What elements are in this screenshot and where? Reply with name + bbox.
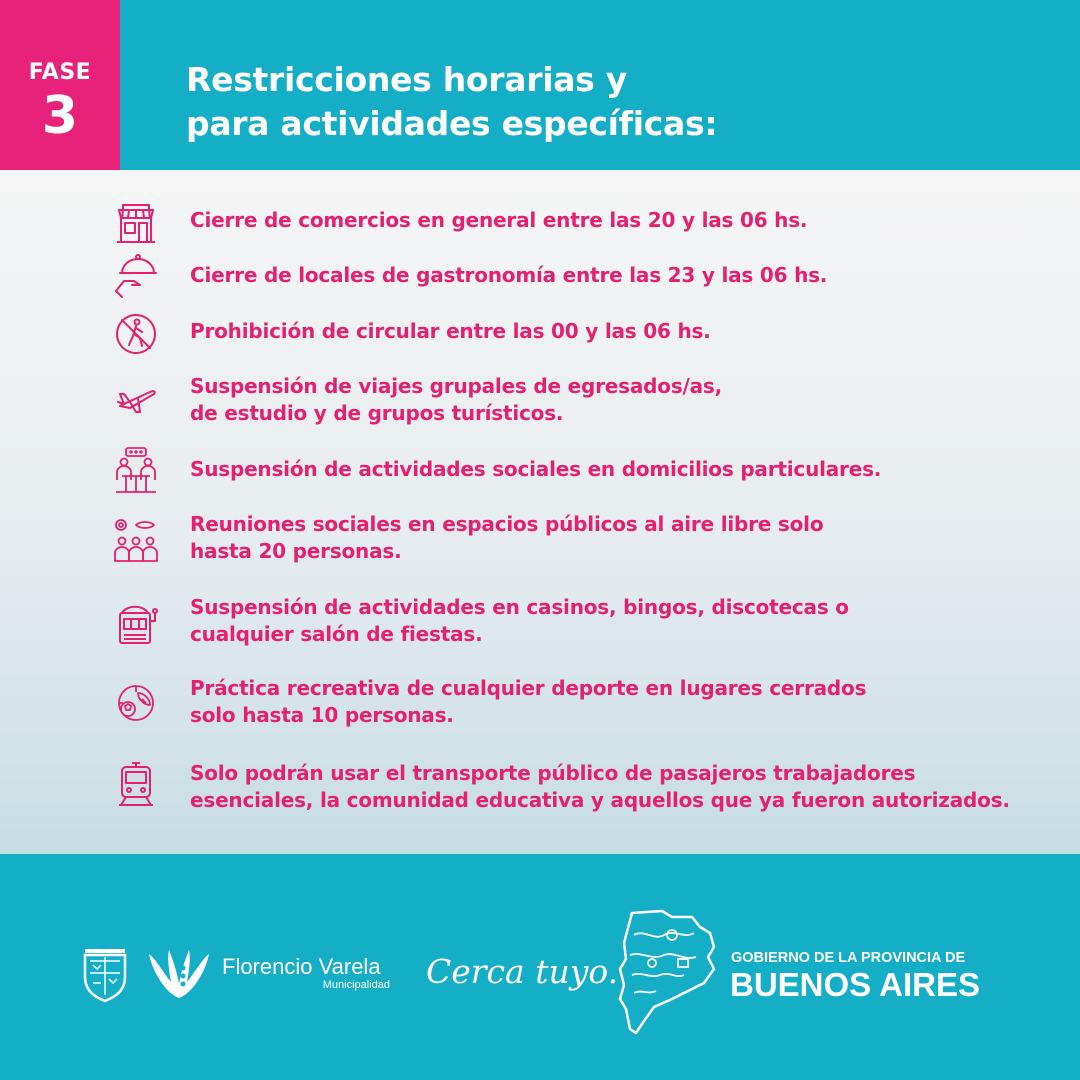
item-text: Suspensión de actividades sociales en domicilios particulares. — [190, 457, 882, 481]
municipality-subtitle: Municipalidad — [322, 979, 390, 991]
item-text: Solo podrán usar el transporte público de pasajeros trabajadores esenciales, la comunidad educativa y aquellos que ya fueron autorizados. — [190, 761, 1010, 812]
airplane-icon — [112, 376, 160, 424]
florencio-varela-logo-icon — [146, 948, 220, 1000]
phase-label: FASE — [28, 60, 92, 85]
item-text: Suspensión de actividades en casinos, bingos, discotecas o cualquier salón de fiestas. — [190, 595, 849, 646]
sports-balls-icon — [112, 679, 160, 727]
people-at-table-icon — [112, 446, 160, 494]
phase-number: 3 — [41, 86, 79, 146]
slogan: Cerca tuyo. — [426, 952, 619, 991]
item-text: Práctica recreativa de cualquier deporte en lugares cerrados solo hasta 10 personas. — [190, 676, 867, 727]
item-text: Cierre de comercios en general entre las 20 y las 06 hs. — [190, 208, 808, 232]
phase-badge — [0, 0, 120, 170]
slot-machine-icon — [112, 599, 160, 647]
item-text: Prohibición de circular entre las 00 y las 06 hs. — [190, 319, 711, 343]
item-text: Suspensión de viajes grupales de egresados/as, de estudio y de grupos turísticos. — [190, 374, 723, 425]
group-outdoor-icon — [112, 517, 160, 565]
item-text: Reuniones sociales en espacios públicos al aire libre solo hasta 20 personas. — [190, 512, 824, 563]
header-band — [0, 0, 1080, 170]
storefront-icon — [112, 201, 160, 249]
item-text: Cierre de locales de gastronomía entre las 23 y las 06 hs. — [190, 263, 828, 287]
serving-cloche-icon — [112, 251, 160, 299]
government-label: GOBIERNO DE LA PROVINCIA DE — [731, 950, 966, 966]
train-icon — [112, 761, 160, 809]
province-name: BUENOS AIRES — [730, 966, 980, 1003]
province-map-icon — [612, 905, 722, 1045]
municipality-name: Florencio Varela — [222, 954, 381, 979]
no-walking-icon — [112, 310, 160, 358]
page-title: Restricciones horarias y para actividades específicas: — [186, 60, 718, 143]
municipal-shield-icon — [82, 947, 128, 1003]
